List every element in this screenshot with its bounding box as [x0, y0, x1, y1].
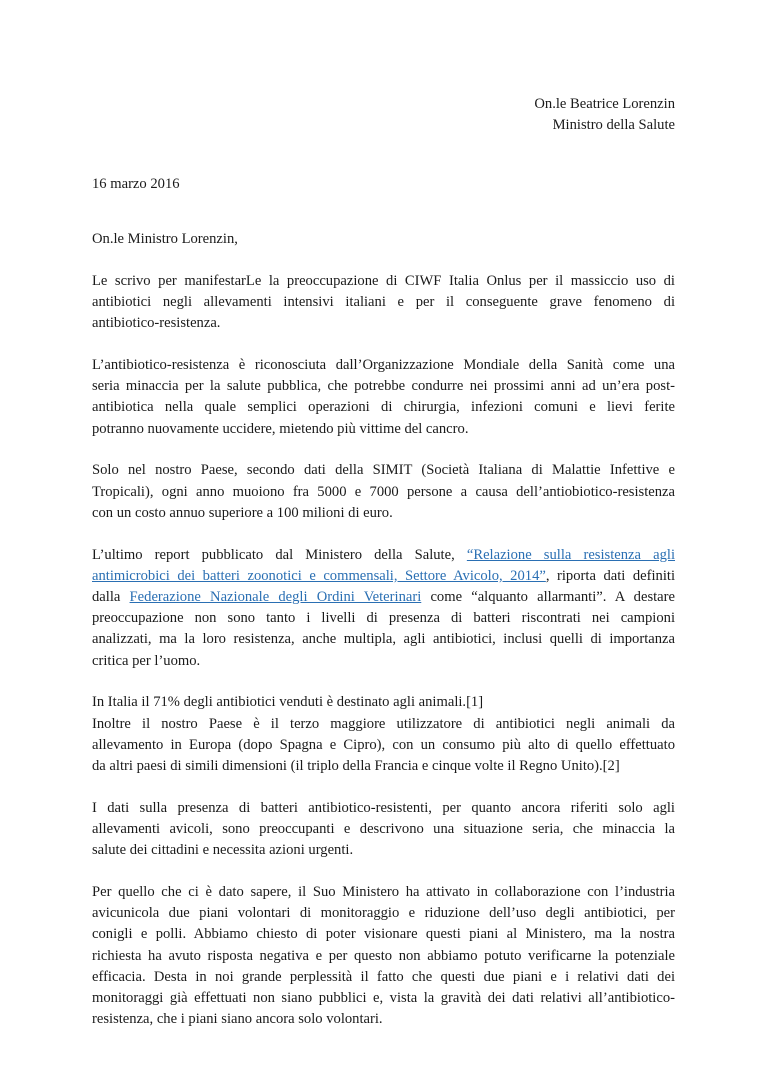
paragraph-3 [92, 460, 675, 524]
paragraph-line: L’ultimo report pubblicato dal Ministero della Salute, “Relazione sulla resistenza agli [92, 546, 676, 563]
paragraph-line: In Italia il 71% degli antibiotici venduti è destinato agli animali.[1] [92, 694, 484, 711]
paragraph-line: L’antibiotico-resistenza è riconosciuta dall’Organizzazione Mondiale della Sanità come una [92, 357, 675, 373]
report-link[interactable]: “Relazione sulla resistenza agli [466, 546, 676, 563]
addressee-role: Ministro della Salute [552, 117, 675, 133]
paragraph-line: salute dei cittadini e necessita azioni urgenti. [92, 842, 354, 859]
paragraph-line: efficacia. Desta in noi grande perplessità il fatto che questi due piani e i relativi dati dei [92, 968, 675, 985]
paragraph-line: seria minaccia per la salute pubblica, che potrebbe condurre nei prossimi anni ad un’era post- [92, 378, 675, 395]
paragraph-5 [92, 692, 675, 777]
addressee-name: On.le Beatrice Lorenzin [534, 96, 675, 112]
paragraph-line: resistenza, che i piani siano ancora solo volontari. [92, 1011, 383, 1028]
paragraph-line: Solo nel nostro Paese, secondo dati della SIMIT (Società Italiana di Malattie Infettive e [92, 462, 675, 479]
paragraph-line: da altri paesi di simili dimensioni (il triplo della Francia e cinque volte il Regno Unito).[2] [92, 758, 620, 775]
paragraph-line: Tropicali), ogni anno muoiono fra 5000 e 7000 persone a causa dell’antiobiotico-resistenza [92, 483, 675, 500]
paragraph-line: analizzati, ma la loro resistenza, anche multipla, agli antibiotici, inclusi quelli di importanza [92, 631, 675, 648]
paragraph-7 [92, 882, 675, 1030]
paragraph-line: conigli e polli. Abbiamo chiesto di poter visionare questi piani al Ministero, ma la nostra [92, 926, 675, 943]
paragraph-line: con un costo annuo superiore a 100 milioni di euro. [92, 504, 393, 521]
paragraph-line: Per quello che ci è dato sapere, il Suo Ministero ha attivato in collaborazione con l’industria [92, 884, 675, 901]
fnovi-link[interactable]: Federazione Nazionale degli Ordini Veterinari [129, 589, 422, 606]
paragraph-line: antibiotici negli allevamenti intensivi italiani e per il conseguente grave fenomeno di [92, 294, 675, 310]
addressee-block [534, 94, 675, 136]
paragraph-line: antimicrobici dei batteri zoonotici e commensali, Settore Avicolo, 2014”, riporta dati definiti [92, 567, 675, 584]
letter-body [92, 229, 675, 1051]
letter-date: 16 marzo 2016 [92, 176, 180, 192]
paragraph-line: allevamenti avicoli, sono preoccupanti e descrivono una situazione seria, che minaccia la [92, 821, 675, 838]
paragraph-4 [92, 545, 675, 672]
paragraph-line: Inoltre il nostro Paese è il terzo maggiore utilizzatore di antibiotici negli animali da [92, 715, 675, 732]
paragraph-1 [92, 271, 675, 335]
report-link-continued[interactable]: antimicrobici dei batteri zoonotici e commensali, Settore Avicolo, 2014” [92, 567, 546, 584]
paragraph-line: dalla Federazione Nazionale degli Ordini Veterinari come “alquanto allarmanti”. A destare [92, 589, 676, 606]
salutation: On.le Ministro Lorenzin, [92, 231, 238, 247]
paragraph-line: monitoraggi già effettuati non siano pubblici e, vista la gravità dei dati relativi all’antibiotico- [92, 990, 675, 1007]
paragraph-line: antibiotico-resistenza. [92, 315, 221, 332]
paragraph-line: richiesta ha avuto risposta negativa e per questo non abbiamo potuto verificarne la potenziale [92, 947, 675, 964]
paragraph-line: antibiotica nella quale semplici operazioni di chirurgia, infezioni comuni e lievi ferite [92, 399, 675, 416]
paragraph-line: avicunicola due piani volontari di monitoraggio e riduzione dell’uso degli antibiotici, per [92, 905, 675, 922]
paragraph-2 [92, 355, 675, 440]
paragraph-line: potranno nuovamente uccidere, mietendo più vittime del cancro. [92, 420, 469, 437]
paragraph-line: allevamento in Europa (dopo Spagna e Cipro), con un consumo più alto di quello effettuato [92, 736, 675, 753]
paragraph-line: preoccupazione non sono tanto i livelli di presenza di batteri riscontrati nei campioni [92, 610, 675, 627]
paragraph-line: I dati sulla presenza di batteri antibiotico-resistenti, per quanto ancora riferiti solo agli [92, 799, 675, 816]
paragraph-line: critica per l’uomo. [92, 652, 201, 669]
paragraph-line: Le scrivo per manifestarLe la preoccupazione di CIWF Italia Onlus per il massiccio uso di [92, 272, 675, 289]
paragraph-6 [92, 798, 675, 862]
